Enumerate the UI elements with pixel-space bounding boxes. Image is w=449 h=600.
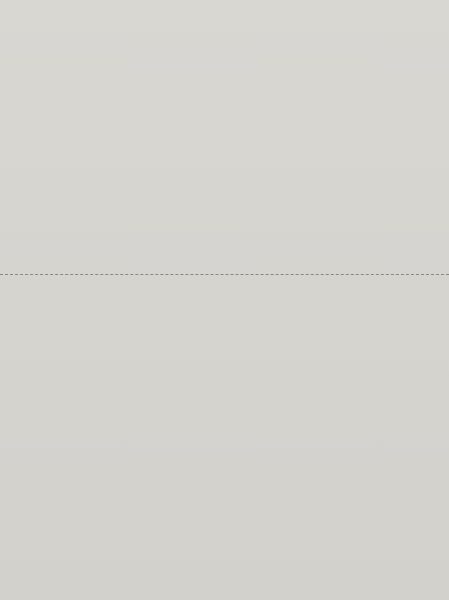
section-divider	[0, 274, 449, 275]
